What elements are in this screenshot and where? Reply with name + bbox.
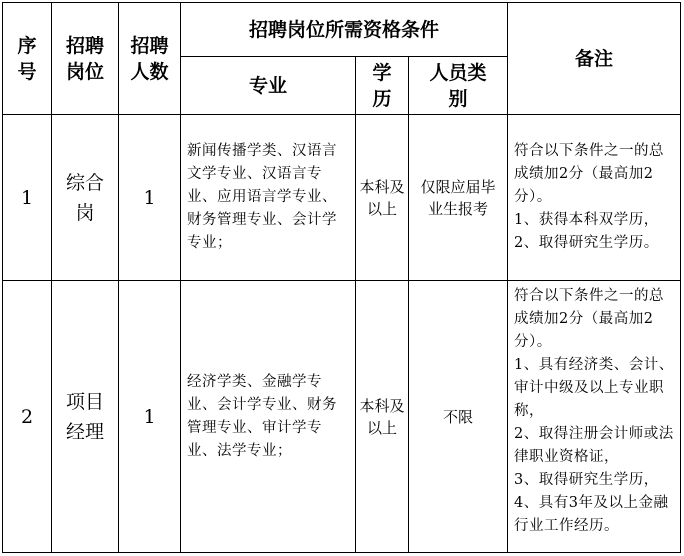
row-education: 本科及以上 (356, 281, 409, 553)
row-major: 新闻传播学类、汉语言文学专业、汉语言专业、应用语言学专业、财务管理专业、会计学专业； (181, 115, 356, 281)
table-row (3, 115, 681, 281)
row-major: 经济学类、金融学专业、会计学专业、财务管理专业、审计学专业、法学专业； (181, 281, 356, 553)
row-position: 项目经理 (52, 281, 119, 553)
row-remarks: 符合以下条件之一的总成绩加2分（最高加2分）。 1、具有经济类、会计、审计中级及以上专业职称， 2、取得注册会计师或法律职业资格证， 3、取得研究生学历， 4、具有3年及以上金融行业工作经历。 (508, 281, 681, 553)
row-education: 本科及以上 (356, 115, 409, 281)
recruitment-table (2, 2, 681, 553)
header-seq: 序号 (3, 3, 52, 115)
row-count: 1 (119, 115, 181, 281)
table-row (3, 281, 681, 553)
header-count: 招聘人数 (119, 3, 181, 115)
row-seq: 1 (3, 115, 52, 281)
row-count: 1 (119, 281, 181, 553)
row-remarks: 符合以下条件之一的总成绩加2分（最高加2分）。 1、获得本科双学历， 2、取得研究生学历。 (508, 115, 681, 281)
row-position: 综合岗 (52, 115, 119, 281)
header-education: 学历 (356, 57, 409, 115)
header-major: 专业 (181, 57, 356, 115)
row-category: 仅限应届毕业生报考 (409, 115, 508, 281)
header-category: 人员类别 (409, 57, 508, 115)
row-category: 不限 (409, 281, 508, 553)
header-qualifications-group: 招聘岗位所需资格条件 (181, 3, 508, 57)
row-seq: 2 (3, 281, 52, 553)
header-remarks: 备注 (508, 3, 681, 115)
header-position: 招聘岗位 (52, 3, 119, 115)
